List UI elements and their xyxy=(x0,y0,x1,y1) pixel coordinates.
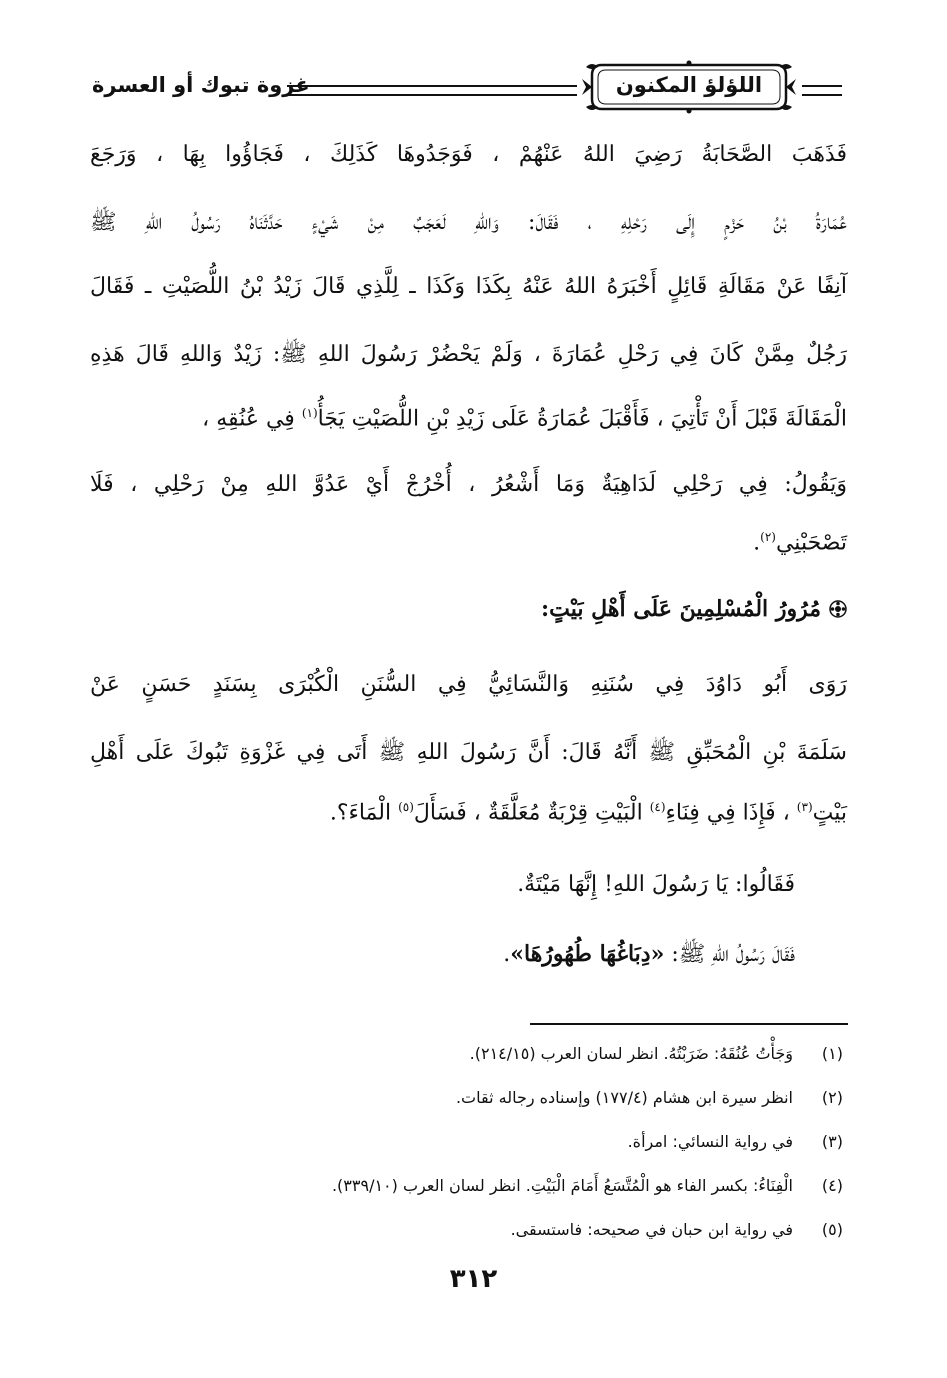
text-line: الْمَقَالَةَ قَبْلَ أَنْ تَأْتِيَ ، فَأَقْبَلَ عُمَارَةُ عَلَى زَيْدِ بْنِ اللُّصَيْتِ يَجَأُ$^{(١)}$ فِي عُنُقِهِ ، xyxy=(202,406,847,432)
page-number: ٣١٢ xyxy=(449,1264,498,1294)
footnote: (٥)في رواية ابن حبان في صحيحه: فاستسقى. xyxy=(510,1220,843,1239)
text-line: تَصْحَبْنِي$^{(٢)}$. xyxy=(753,530,847,556)
footnote-ref[interactable]: (٥) xyxy=(398,800,414,814)
chapter-title: غزوة تبوك أو العسرة xyxy=(92,73,310,97)
text-line: فَذَهَبَ الصَّحَابَةُ رَضِيَ اللهُ عَنْهُمْ ، فَوَجَدُوهَا كَذَلِكَ ، فَجَاؤُوا بِهَا ، وَرَجَعَ xyxy=(90,142,847,167)
text-line: فَقَالُوا: يَا رَسُولَ اللهِ! إِنَّهَا مَيْتَةٌ. xyxy=(517,872,795,897)
text-line: عُمَارَةُ بْنُ حَزْمٍ إِلَى رَحْلِهِ ، فَقَالَ: وَاللهِ لَعَجَبٌ مِنْ شَيْءٍ حَدَّثَنَاهُ رَسُولُ اللهِ ﷺ xyxy=(90,210,847,235)
footnote-separator xyxy=(530,1023,848,1025)
section-heading: مُرُورُ الْمُسْلِمِينَ عَلَى أَهْلِ بَيْتٍ: xyxy=(541,596,847,622)
text-line: بَيْتٍ$^{(٣)}$ ، فَإِذَا فِي فِنَاءِ$^{(٤)}$ الْبَيْتِ قِرْبَةٌ مُعَلَّقَةٌ ، فَسَأَلَ$^{(٥)}$ الْمَاءَ؟. xyxy=(329,800,847,826)
text-line: وَيَقُولُ: فِي رَحْلِي لَدَاهِيَةٌ وَمَا أَشْعُرُ ، أُخْرُجْ أَيْ عَدُوَّ اللهِ مِنْ رَحْلِي ، فَلَا xyxy=(90,472,847,497)
text-line: آنِفًا عَنْ مَقَالَةِ قَائِلٍ أَخْبَرَهُ اللهُ عَنْهُ بِكَذَا وَكَذَا ـ لِلَّذِي قَالَ زَيْدُ بْنُ اللُّصَيْتِ ـ فَقَالَ xyxy=(90,274,847,299)
header-rule-left xyxy=(287,85,577,96)
footnote: (٢)انظر سيرة ابن هشام (١٧٧/٤) وإسناده رجاله ثقات. xyxy=(455,1088,843,1107)
footnote-ref[interactable]: (٤) xyxy=(649,800,666,814)
text-line: فَقَالَ رَسُولُ اللهِ ﷺ: «دِبَاغُهَا طُهُورُهَا». xyxy=(503,941,795,967)
flower-bullet-icon xyxy=(829,600,847,618)
footnote-ref[interactable]: (١) xyxy=(301,406,318,420)
text-line: رَوَى أَبُو دَاوُدَ فِي سُنَنِهِ وَالنَّسَائِيُّ فِي السُّنَنِ الْكُبْرَى بِسَنَدٍ حَسَنٍ عَنْ xyxy=(90,672,847,697)
title-cartouche xyxy=(580,57,798,117)
header-rule-right xyxy=(802,85,842,96)
footnote-ref[interactable]: (٣) xyxy=(796,800,813,814)
text-line: رَجُلٌ مِمَّنْ كَانَ فِي رَحْلِ عُمَارَةَ ، وَلَمْ يَحْضُرْ رَسُولَ اللهِ ﷺ: زَيْدٌ وَاللهِ قَالَ هَذِهِ xyxy=(90,342,847,367)
footnote-ref[interactable]: (٢) xyxy=(760,530,776,544)
book-title: اللؤلؤ المكنون xyxy=(615,73,763,97)
footnote: (٣)في رواية النسائي: امرأة. xyxy=(627,1132,843,1151)
footnote: (١)وَجَأْتُ عُنُقَهُ: ضَرَبْتُهُ. انظر لسان العرب (٢١٤/١٥). xyxy=(469,1044,843,1063)
running-header xyxy=(92,55,842,125)
footnote: (٤)الْفِنَاءُ: بكسر الفاء هو الْمُتَّسَعُ أَمَامَ الْبَيْتِ. انظر لسان العرب (٣٣٩/١٠). xyxy=(331,1176,843,1195)
text-line: سَلَمَةَ بْنِ الْمُحَبِّقِ ﷺ أَنَّهُ قَالَ: أَنَّ رَسُولَ اللهِ ﷺ أَتَى فِي غَزْوَةِ تَبُوكَ عَلَى أَهْلِ xyxy=(90,740,847,765)
hadith-quote: «دِبَاغُهَا طُهُورُهَا» xyxy=(510,941,665,967)
